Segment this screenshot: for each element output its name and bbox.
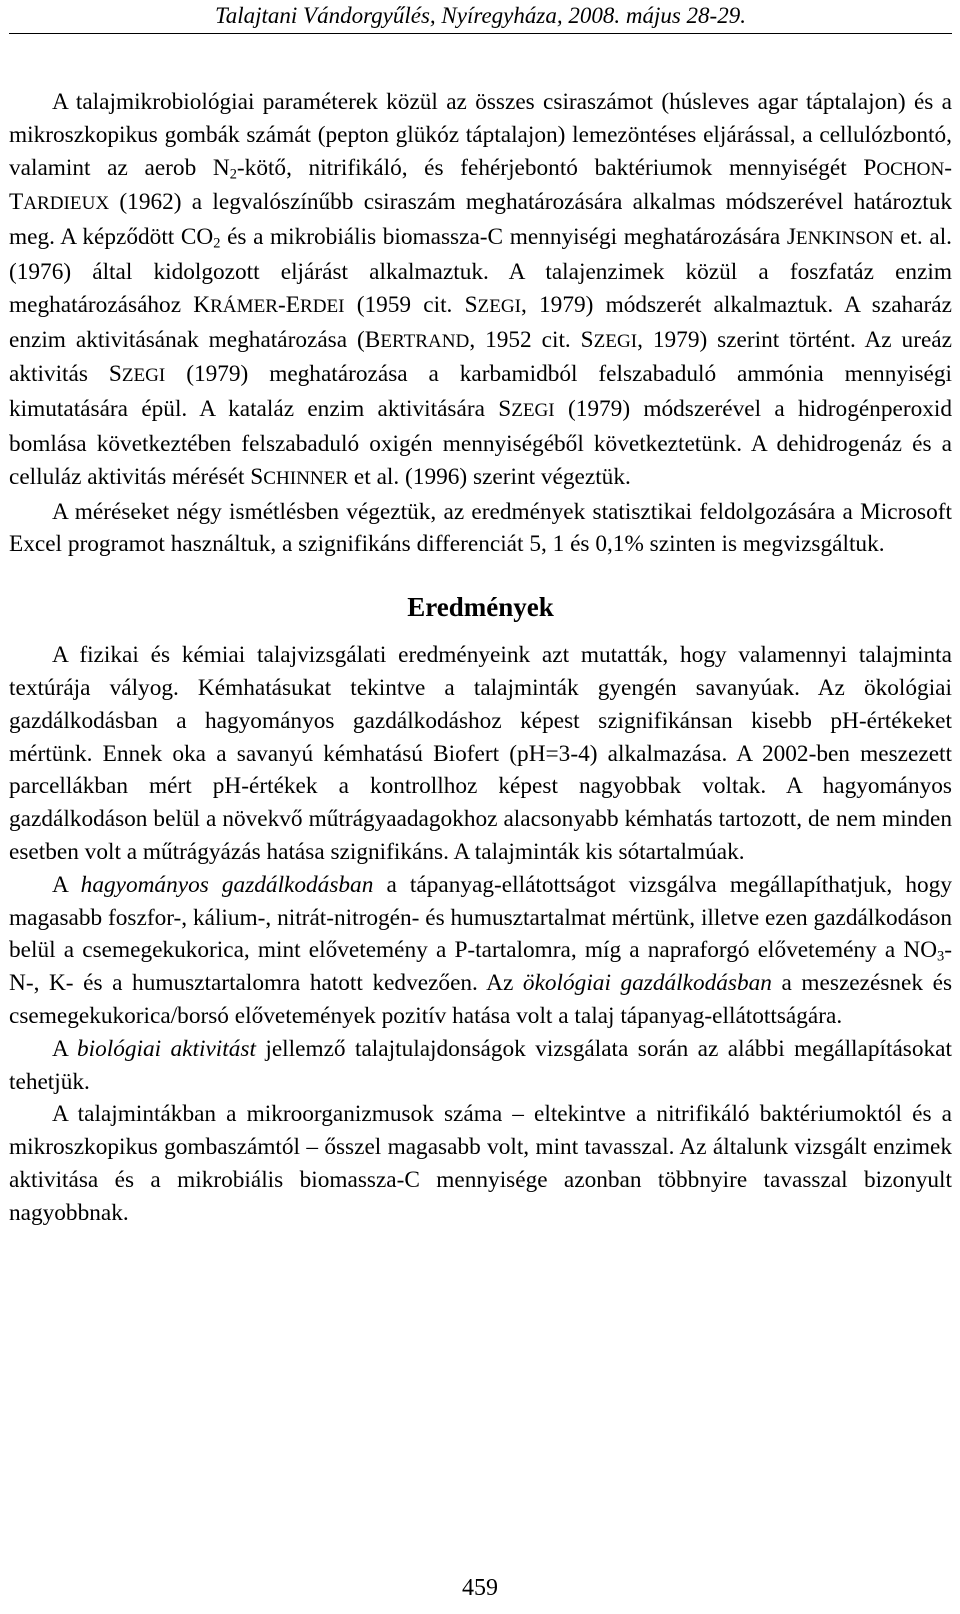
author-name: BERTRAND xyxy=(364,326,470,353)
author-name: SZEGI xyxy=(108,361,166,388)
section-heading-results: Eredmények xyxy=(407,592,554,623)
document-page xyxy=(9,0,952,1230)
author-name: SZEGI xyxy=(580,326,638,353)
methods-paragraph-2: A méréseket négy ismétlésben végeztük, az eredmények statisztikai feldolgozására a Microsoft Excel programot használtuk, a szignifikáns differenciát 5, 1 és 0,1% szinten is megvizsgáltuk. xyxy=(9,498,952,558)
results-paragraph-2: A hagyományos gazdálkodásban a tápanyag-ellátottságot vizsgálva megállapíthatjuk, hogy magasabb foszfor-, kálium-, nitrát-nitrogén- és humusztartalmat mértünk, illetve ezen gazdálkodáson belül a csemegekukorica, mint elővetemény a P-tartalomra, míg a napraforgó elővetemény a $NO_3-N-$, K- és a humusztartalomra hatott kedvezően. Az ökológiai gazdálkodásban a meszezésnek és csemegekukorica/borsó elővetemények pozitív hatása volt a talaj tápanyag-ellátottságára. xyxy=(9,871,953,1029)
methods-paragraph-1: A talajmikrobiológiai paraméterek közül az összes csiraszámot (húsleves agar táptalajon) és a mikroszkopikus gombák számát (pepton glükóz táptalajon) lemezöntéses eljárással, a cellulózbontó, valamint az aerob $N_2$-kötő, nitrifikáló, és fehérjebontó baktériumok mennyiségét POCHON-TARDIEUX (1962) a legvalószínűbb csiraszám meghatározására alkalmas módszerével határoztuk meg. A képződött $CO_2$ és a mikrobiális biomassza-C mennyiségi meghatározására JENKINSON et. al. (1976) által kidolgozott eljárást alkalmaztuk. A talajenzimek közül a foszfatáz enzim meghatározásához KRÁMER-ERDEI (1959 cit. SZEGI, 1979) módszerét alkalmaztuk. A szaharáz enzim aktivitásának meghatározása (BERTRAND, 1952 cit. SZEGI, 1979) szerint történt. Az ureáz aktivitás SZEGI (1979) meghatározása a karbamidból felszabaduló ammónia mennyiségi kimutatására épül. A kataláz enzim aktivitására SZEGI (1979) módszerével a hidrogénperoxid bomlása következtében felszabaduló oxigén mennyiségéből következtetünk. A dehidrogenáz és a celluláz aktivitás mérését SCHINNER et al. (1996) szerint végeztük. xyxy=(9,89,953,490)
results-paragraph-4: A talajmintákban a mikroorganizmusok száma – eltekintve a nitrifikáló baktériumoktól és a mikroszkopikus gombaszámtól – ősszel magasabb volt, mint tavasszal. Az általunk vizsgált enzimek aktivitása és a mikrobiális biomassza-C mennyisége azonban többnyire tavasszal bizonyult nagyobbnak. xyxy=(9,1101,952,1226)
author-name: KRÁMER-ERDEI xyxy=(193,291,345,318)
author-name: SZEGI xyxy=(464,291,522,318)
results-paragraph-3: A biológiai aktivitást jellemző talajtulajdonságok vizsgálata során az alábbi megállapításokat tehetjük. xyxy=(9,1035,952,1095)
author-name: JENKINSON xyxy=(786,224,894,251)
emphasis-term: biológiai aktivitást xyxy=(76,1035,256,1062)
body-text xyxy=(9,86,952,1230)
author-name: SZEGI xyxy=(498,396,555,423)
results-paragraph-1: A fizikai és kémiai talajvizsgálati eredményeink azt mutatták, hogy valamennyi talajminta textúrája vályog. Kémhatásukat tekintve a talajminták gyengén savanyúak. Az ökológiai gazdálkodásban a hagyományos gazdálkodáshoz képest szignifikánsan kisebb pH-értékeket mértünk. Ennek oka a savanyú kémhatású Biofert (pH=3-4) alkalmazása. A 2002-ben meszezett parcellákban mért pH-értékek a kontrollhoz képest nagyobbak voltak. A hagyományos gazdálkodáson belül a növekvő műtrágyaadagokhoz alacsonyabb kémhatás tartozott, de nem minden esetben volt a műtrágyázás hatása szignifikáns. A talajminták kis sótartalmúak. xyxy=(9,642,952,865)
author-name: POCHON-TARDIEUX xyxy=(9,154,953,216)
author-name: SCHINNER xyxy=(250,463,349,490)
page-number: 459 xyxy=(462,1575,498,1601)
running-header: Talajtani Vándorgyűlés, Nyíregyháza, 2008. május 28-29. xyxy=(215,3,746,28)
emphasis-term: ökológiai gazdálkodásban xyxy=(522,970,772,997)
header-rule xyxy=(9,33,952,34)
emphasis-term: hagyományos gazdálkodásban xyxy=(80,871,374,898)
